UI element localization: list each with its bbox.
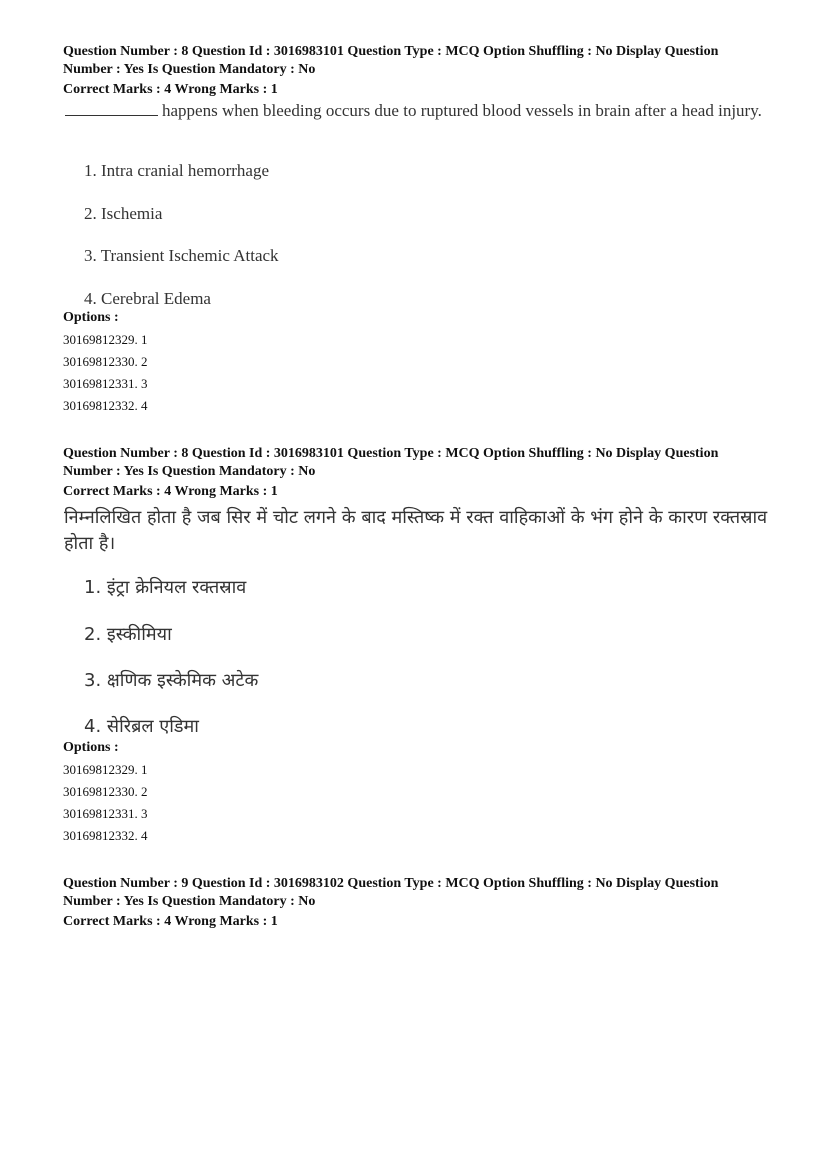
- question-2-option-4: 30169812332. 4: [63, 828, 148, 843]
- question-1-choice-3: 3. Transient Ischemic Attack: [84, 246, 279, 265]
- question-2-choice-4: 4. सेरिब्रल एडिमा: [84, 716, 199, 737]
- question-2-choice-1: 1. इंट्रा क्रेनियल रक्तस्राव: [84, 577, 247, 598]
- question-1-option-2: 30169812330. 2: [63, 354, 148, 369]
- question-1-marks: Correct Marks : 4 Wrong Marks : 1: [63, 82, 278, 97]
- question-1-option-4: 30169812332. 4: [63, 398, 148, 413]
- question-2-meta: [63, 445, 783, 501]
- question-3-meta-line1: Question Number : 9 Question Id : 3016983102 Question Type : MCQ Option Shuffling : No Display Question: [63, 876, 719, 891]
- question-1-choice-4: 4. Cerebral Edema: [84, 289, 211, 308]
- question-2-choice-3: 3. क्षणिक इस्केमिक अटेक: [84, 670, 259, 691]
- question-1-choice-2: 2. Ischemia: [84, 204, 163, 223]
- question-1-meta-line1: Question Number : 8 Question Id : 3016983101 Question Type : MCQ Option Shuffling : No Display Question: [63, 44, 719, 59]
- question-1-option-1: 30169812329. 1: [63, 332, 148, 347]
- question-1-meta: [63, 43, 783, 99]
- question-2-option-3: 30169812331. 3: [63, 806, 148, 821]
- question-1-text: [65, 100, 785, 121]
- question-1-text-body: happens when bleeding occurs due to ruptured blood vessels in brain after a head injury.: [162, 101, 762, 120]
- question-1-option-3: 30169812331. 3: [63, 376, 148, 391]
- question-1-options-label: Options :: [63, 310, 119, 325]
- question-3-marks: Correct Marks : 4 Wrong Marks : 1: [63, 914, 278, 929]
- question-3-meta-line2: Number : Yes Is Question Mandatory : No: [63, 894, 316, 909]
- question-2-choice-2: 2. इस्कीमिया: [84, 624, 172, 645]
- question-2-text: निम्नलिखित होता है जब सिर में चोट लगने के बाद मस्तिष्क में रक्त वाहिकाओं के भंग होने के कारण रक्तस्राव होता है।: [64, 507, 768, 554]
- question-2-option-2: 30169812330. 2: [63, 784, 148, 799]
- question-2-option-1: 30169812329. 1: [63, 762, 148, 777]
- answer-blank: [65, 101, 158, 116]
- question-2-meta-line1: Question Number : 8 Question Id : 3016983101 Question Type : MCQ Option Shuffling : No Display Question: [63, 446, 719, 461]
- question-2-marks: Correct Marks : 4 Wrong Marks : 1: [63, 484, 278, 499]
- question-1-choice-1: 1. Intra cranial hemorrhage: [84, 161, 270, 180]
- question-1-meta-line2: Number : Yes Is Question Mandatory : No: [63, 62, 316, 77]
- question-2-meta-line2: Number : Yes Is Question Mandatory : No: [63, 464, 316, 479]
- question-3-meta: [63, 875, 783, 931]
- question-2-options-label: Options :: [63, 740, 119, 755]
